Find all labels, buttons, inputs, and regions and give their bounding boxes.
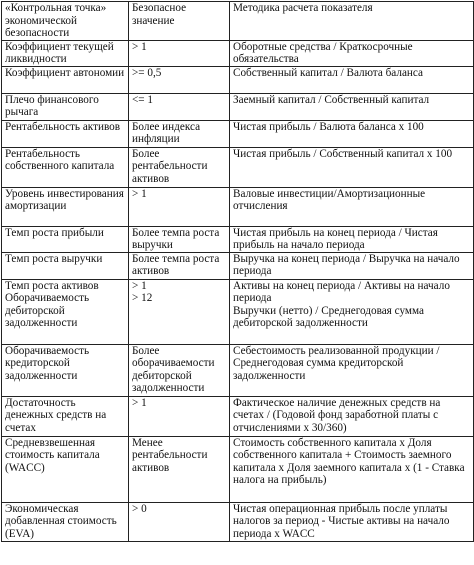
indicator-cell: Коэффициент автономии <box>2 66 129 93</box>
method-cell: Чистая прибыль на конец периода / Чистая прибыль на начало периода <box>230 226 474 252</box>
method-cell: Себестоимость реализованной продукции / Среднегодовая сумма кредиторской задолженности <box>230 344 474 396</box>
table-row <box>2 252 474 279</box>
table-row <box>2 40 474 66</box>
table-row <box>2 344 474 396</box>
header-safe-value: Безопасное значение <box>129 2 230 41</box>
indicator-cell: Средневзвешенная стоимость капитала (WACC) <box>2 436 129 502</box>
indicator-cell: Рентабельность активов <box>2 120 129 147</box>
indicator-cell: Рентабельность собственного капитала <box>2 147 129 187</box>
safe-value-cell: Более оборачиваемости дебиторской задолженности <box>129 344 230 396</box>
indicators-table <box>1 1 474 542</box>
table-row <box>2 147 474 187</box>
method-cell: Выручка на конец периода / Выручка на начало периода <box>230 252 474 279</box>
indicator-cell: Оборачиваемость кредиторской задолженности <box>2 344 129 396</box>
safe-value-cell: > 1 <box>129 40 230 66</box>
indicator-cell: Темп роста активов Оборачиваемость дебиторской задолженности <box>2 279 129 344</box>
method-cell: Заемный капитал / Собственный капитал <box>230 93 474 120</box>
safe-value-cell: > 1 <box>129 396 230 436</box>
indicator-cell: Уровень инвестирования амортизации <box>2 187 129 226</box>
safe-value-cell: >= 0,5 <box>129 66 230 93</box>
method-cell: Фактическое наличие денежных средств на счетах / (Годовой фонд заработной платы с отчислениями x 30/360) <box>230 396 474 436</box>
indicator-cell: Плечо финансового рычага <box>2 93 129 120</box>
method-cell: Оборотные средства / Краткосрочные обязательства <box>230 40 474 66</box>
indicator-cell: Экономическая добавленная стоимость (EVA) <box>2 502 129 541</box>
safe-value-cell: Менее рентабельности активов <box>129 436 230 502</box>
table-row <box>2 93 474 120</box>
header-method: Методика расчета показателя <box>230 2 474 41</box>
table-row <box>2 226 474 252</box>
method-cell: Чистая прибыль / Валюта баланса x 100 <box>230 120 474 147</box>
table-row <box>2 436 474 502</box>
safe-value-cell: > 1 <box>129 187 230 226</box>
table-row <box>2 66 474 93</box>
table-row <box>2 502 474 541</box>
method-cell: Чистая операционная прибыль после уплаты налогов за период - Чистые активы на начало периода x WACC <box>230 502 474 541</box>
table-header-row <box>2 2 474 41</box>
method-cell: Стоимость собственного капитала x Доля собственного капитала + Стоимость заемного капитала x Доля заемного капитала x (1 - Ставка налога на прибыль) <box>230 436 474 502</box>
safe-value-cell: > 1 > 12 <box>129 279 230 344</box>
indicator-cell: Темп роста прибыли <box>2 226 129 252</box>
table-row <box>2 120 474 147</box>
safe-value-cell: Более темпа роста выручки <box>129 226 230 252</box>
header-indicator: «Контрольная точка» экономической безопасности <box>2 2 129 41</box>
safe-value-cell: Более индекса инфляции <box>129 120 230 147</box>
indicator-cell: Коэффициент текущей ликвидности <box>2 40 129 66</box>
indicator-cell: Достаточность денежных средств на счетах <box>2 396 129 436</box>
safe-value-cell: Более темпа роста активов <box>129 252 230 279</box>
table-row <box>2 396 474 436</box>
safe-value-cell: > 0 <box>129 502 230 541</box>
safe-value-cell: <= 1 <box>129 93 230 120</box>
indicator-cell: Темп роста выручки <box>2 252 129 279</box>
safe-value-cell: Более рентабельности активов <box>129 147 230 187</box>
method-cell: Чистая прибыль / Собственный капитал x 100 <box>230 147 474 187</box>
method-cell: Активы на конец периода / Активы на начало периода Выручки (нетто) / Среднегодовая сумма дебиторской задолженности <box>230 279 474 344</box>
table-row <box>2 279 474 344</box>
table-row <box>2 187 474 226</box>
method-cell: Валовые инвестиции/Амортизационные отчисления <box>230 187 474 226</box>
method-cell: Собственный капитал / Валюта баланса <box>230 66 474 93</box>
